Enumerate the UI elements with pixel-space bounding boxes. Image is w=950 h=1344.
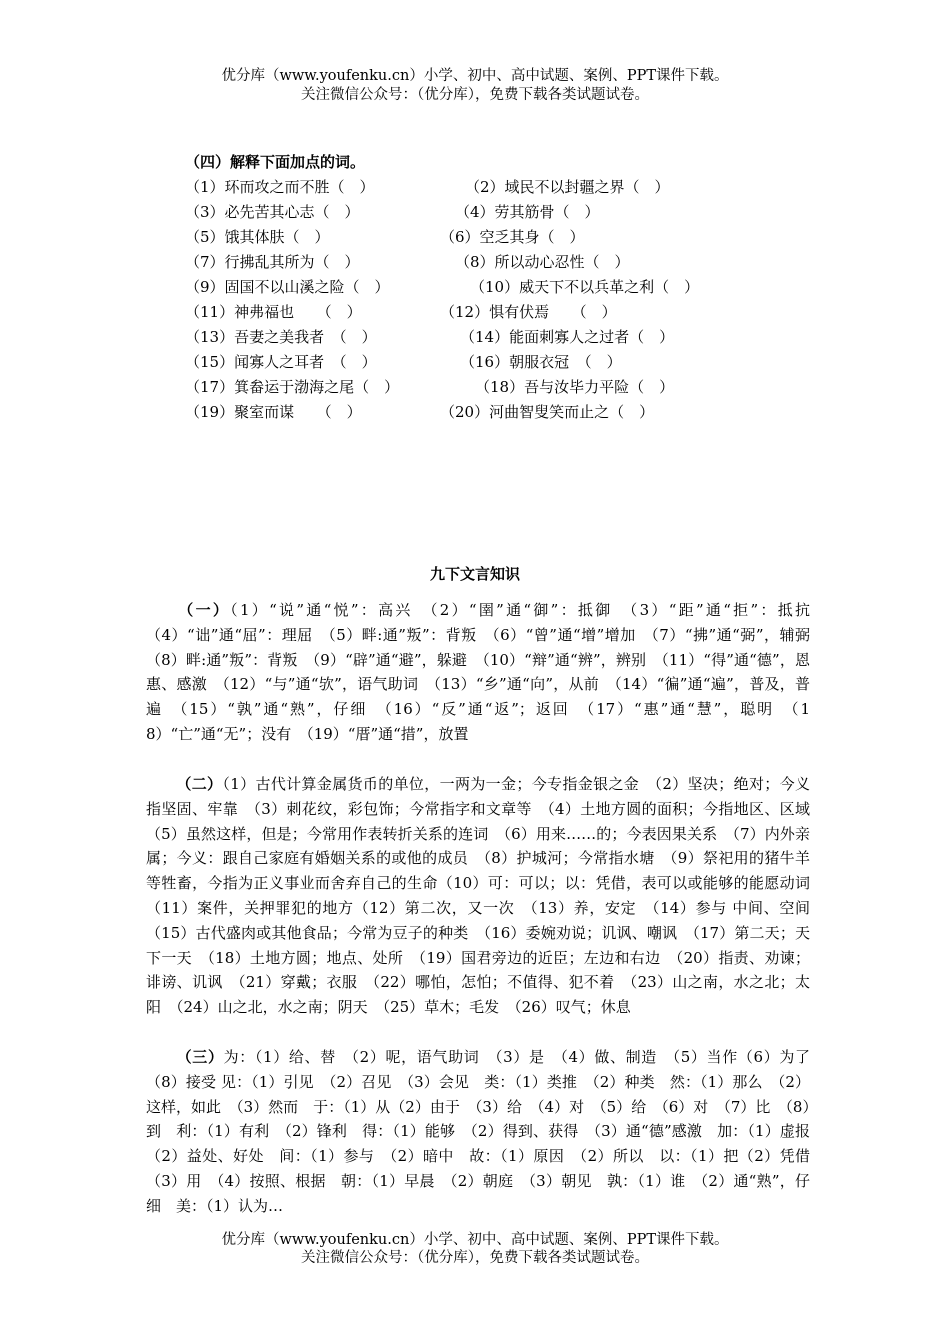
question-item: （2）域民不以封疆之界（ ） [465,178,670,196]
paragraph-one [146,598,826,747]
paragraph-text: 为：（1）给、替 （2）呢，语气助词 （3）是 （4）做、制造 （5）当作（6）为了 （8）接受 见：（1）引见 （2）召见 （3）会见 类：（1）类推 （2）种类 然：（1）那么 （2）这样，如此 （3）然而 于：（1）从（2）由于 （3）给 （4）对 （5）给 （6）对 （7）比 （8）到 利：（1）有利 （2）锋利 得：（1）能够 （2）得到、获得 （3）通“德”感激 加：（1）虚报 （2）益处、好处 间：（1）参与 （2）暗中 故：（1）原因 （2）所以 以：（1）把（2）凭借 （3）用 （4）按照、根据 朝：（1）早晨 （2）朝庭 （3）朝见 孰：（1）谁 （2）通“熟”，仔细 美：（1）认为… [146,1048,826,1215]
paragraph-lead: （三） [176,1048,224,1066]
question-item: （11）神弗福也 （ ） [185,303,362,321]
question-item: （6）空乏其身（ ） [440,228,585,246]
header-line-1: 优分库（www.youfenku.cn）小学、初中、高中试题、案例、PPT课件下载。 [221,68,729,84]
question-item: （3）必先苦其心志（ ） [185,203,360,221]
section-title: （四）解释下面加点的词。 [185,153,366,171]
question-item: （14）能面刺寡人之过者（ ） [460,328,675,346]
header-line-2: 关注微信公众号：（优分库），免费下载各类试题试卷。 [301,87,649,103]
paragraph-two [146,772,826,1020]
question-item: （16）朝服衣冠 （ ） [460,353,622,371]
footer-line-2: 关注微信公众号：（优分库），免费下载各类试题试卷。 [301,1250,649,1266]
question-item: （20）河曲智叟笑而止之（ ） [440,403,655,421]
footer-line-1: 优分库（www.youfenku.cn）小学、初中、高中试题、案例、PPT课件下载。 [221,1232,729,1248]
question-item: （5）饿其体肤（ ） [185,228,330,246]
question-item: （17）箕畚运于渤海之尾（ ） [185,378,400,396]
paragraph-lead: （一） [176,601,231,619]
paragraph-text: （1）“说”通“悦”：高兴 （2）“圉”通“御”：抵御 （3）“距”通“拒”：抵抗 （4）“诎”通“屈”：理屈 （5）畔:通”叛”：背叛 （6）“曾”通“增”增加 （7）“拂”通“弼”，辅弼 （8）畔:通”叛”：背叛 （9）“辟”通“避”，躲避 （10）“辩”通“辨”，辨别 （11）“得”通“德”，恩惠、感激 （12）“与”通“欤”，语气助词 （13）“乡”通“向”，从前 （14）“徧”通“遍”，普及，普遍 （15）“孰”通“熟”，仔细 （16）“反”通“返”；返回 （17）“惠”通“慧”，聪明 （18）“亡”通“无”；没有 （19）“厝”通“措”，放置 [146,601,826,743]
paragraph-text: （1）古代计算金属货币的单位，一两为一金；今专指金银之金 （2）坚决；绝对；今义指坚固、牢靠 （3）刺花纹，彩包饰；今常指字和文章等 （4）土地方圆的面积；今指地区、区域 （5）虽然这样，但是；今常用作表转折关系的连词 （6）用来……的；今表因果关系 （7）内外亲属；今义：跟自己家庭有婚姻关系的或他的成员 （8）护城河；今常指水塘 （9）祭祀用的猪牛羊等牲畜，今指为正义事业而舍弃自己的生命（10）可：可以；以：凭借，表可以或能够的能愿动词 （11）案件，关押罪犯的地方（12）第二次，又一次 （13）养，安定 （14）参与 中间、空间 （15）古代盛肉或其他食品；今常为豆子的种类 （16）委婉劝说；讥讽、嘲讽 （17）第二天；天下一天 （18）土地方圆；地点、处所 （19）国君旁边的近臣；左边和右边 （20）指责、劝谏；诽谤、讥讽 （21）穿戴；衣服 （22）哪怕，怎怕；不值得、犯不着 （23）山之南，水之北；太阳 （24）山之北，水之南；阴天 （25）草木；毛发 （26）叹气；休息 [146,775,826,1017]
page-title: 九下文言知识 [429,565,520,583]
question-item: （19）聚室而谋 （ ） [185,403,362,421]
paragraph-lead: （二） [176,775,223,793]
question-item: （18）吾与汝毕力平险（ ） [475,378,675,396]
question-item: （12）惧有伏焉 （ ） [440,303,617,321]
question-item: （4）劳其筋骨（ ） [455,203,600,221]
question-item: （9）固国不以山溪之险（ ） [185,278,390,296]
question-item: （13）吾妻之美我者 （ ） [185,328,377,346]
question-item: （1）环而攻之而不胜（ ） [185,178,375,196]
question-item: （8）所以动心忍性（ ） [455,253,630,271]
question-item: （7）行拂乱其所为（ ） [185,253,360,271]
question-item: （15）闻寡人之耳者 （ ） [185,353,377,371]
question-item: （10）威天下不以兵革之利（ ） [470,278,700,296]
paragraph-three [146,1045,826,1219]
